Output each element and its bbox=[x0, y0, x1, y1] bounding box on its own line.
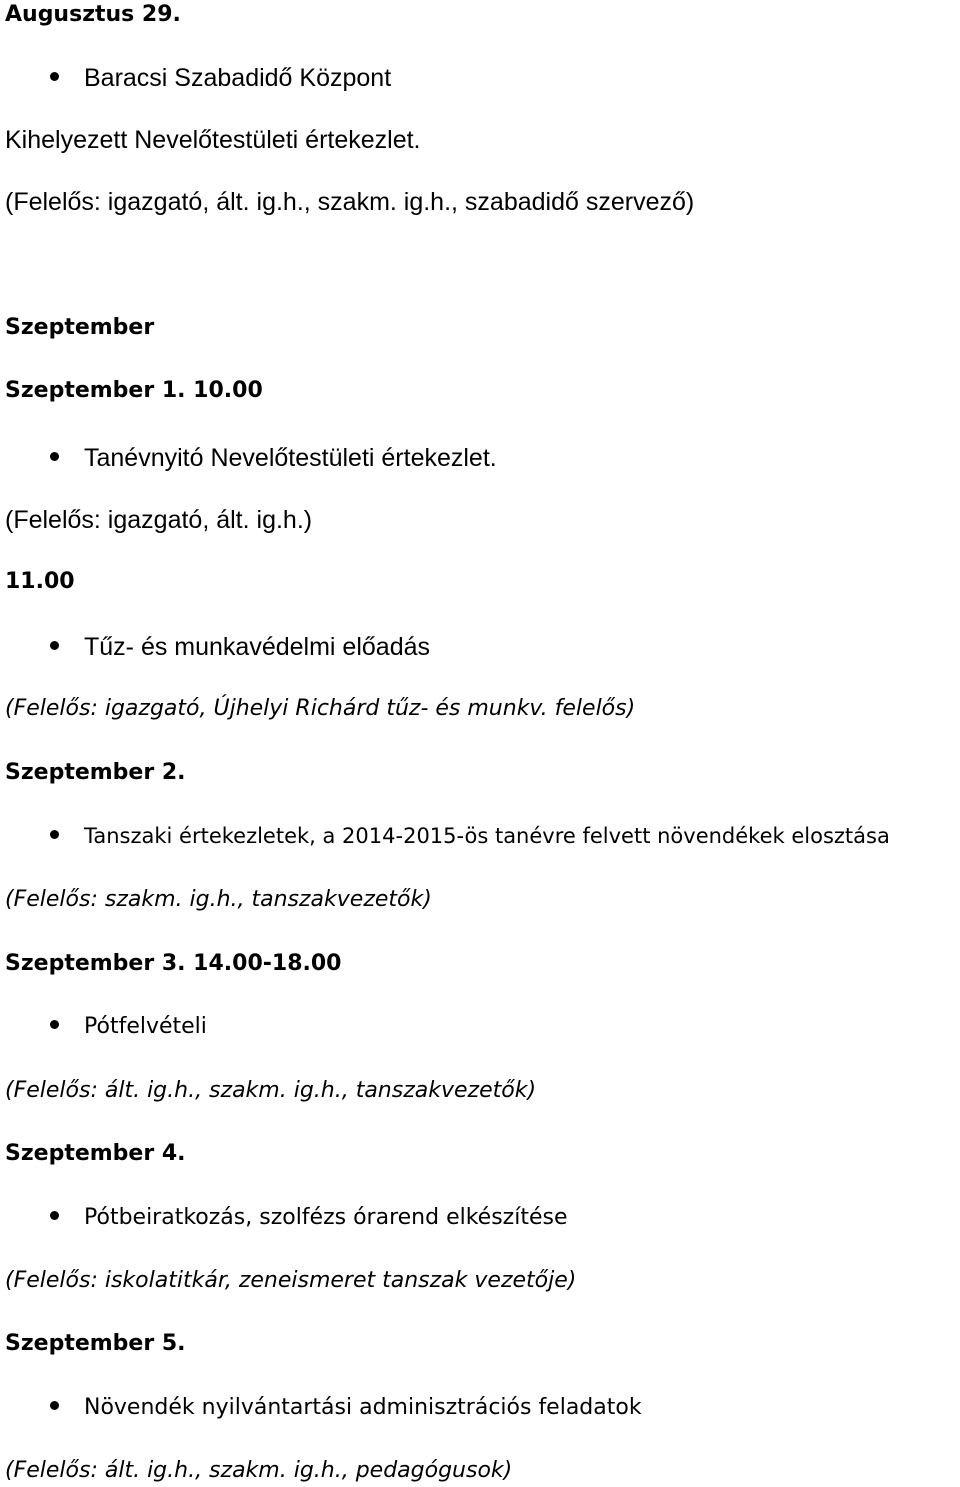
date-heading: Szeptember 1. 10.00 bbox=[5, 378, 263, 403]
responsible-note: (Felelős: igazgató, ált. ig.h.) bbox=[5, 506, 313, 534]
responsible-note: (Felelős: igazgató, ált. ig.h., szakm. ig.h., szabadidő szervező) bbox=[5, 188, 695, 216]
month-heading: Szeptember bbox=[5, 315, 155, 340]
event-title: Baracsi Szabadidő Központ bbox=[84, 64, 392, 92]
event-title: Növendék nyilvántartási adminisztrációs feladatok bbox=[84, 1395, 642, 1420]
date-heading: Szeptember 3. 14.00-18.00 bbox=[5, 951, 342, 976]
responsible-note: (Felelős: ált. ig.h., szakm. ig.h., pedagógusok) bbox=[5, 1458, 513, 1483]
date-heading: Szeptember 4. bbox=[5, 1141, 186, 1166]
date-heading: Augusztus 29. bbox=[5, 2, 181, 27]
event-title: Pótfelvételi bbox=[84, 1014, 207, 1039]
event-item bbox=[50, 66, 391, 91]
bullet-icon bbox=[50, 1020, 59, 1029]
event-item bbox=[50, 635, 430, 660]
bullet-icon bbox=[50, 1401, 59, 1410]
event-description: Kihelyezett Nevelőtestületi értekezlet. bbox=[5, 126, 421, 154]
event-item bbox=[50, 826, 890, 847]
responsible-note: (Felelős: iskolatitkár, zeneismeret tanszak vezetője) bbox=[5, 1268, 577, 1293]
bullet-icon bbox=[50, 72, 59, 81]
event-title: Pótbeiratkozás, szolfézs órarend elkészítése bbox=[84, 1205, 568, 1230]
event-title: Tanévnyitó Nevelőtestületi értekezlet. bbox=[84, 444, 497, 472]
event-item bbox=[50, 1397, 642, 1419]
time-heading: 11.00 bbox=[5, 569, 75, 594]
event-title: Tűz- és munkavédelmi előadás bbox=[84, 633, 430, 661]
bullet-icon bbox=[50, 452, 59, 461]
bullet-icon bbox=[50, 641, 59, 650]
event-item bbox=[50, 1016, 207, 1038]
bullet-icon bbox=[50, 830, 59, 839]
event-item bbox=[50, 446, 497, 471]
date-heading: Szeptember 5. bbox=[5, 1331, 186, 1356]
responsible-note: (Felelős: igazgató, Újhelyi Richárd tűz- és munkv. felelős) bbox=[5, 696, 636, 721]
event-item bbox=[50, 1207, 568, 1229]
bullet-icon bbox=[50, 1211, 59, 1220]
responsible-note: (Felelős: szakm. ig.h., tanszakvezetők) bbox=[5, 887, 432, 912]
responsible-note: (Felelős: ált. ig.h., szakm. ig.h., tanszakvezetők) bbox=[5, 1078, 537, 1103]
date-heading: Szeptember 2. bbox=[5, 760, 186, 785]
event-title: Tanszaki értekezletek, a 2014-2015-ös tanévre felvett növendékek elosztása bbox=[84, 824, 890, 848]
